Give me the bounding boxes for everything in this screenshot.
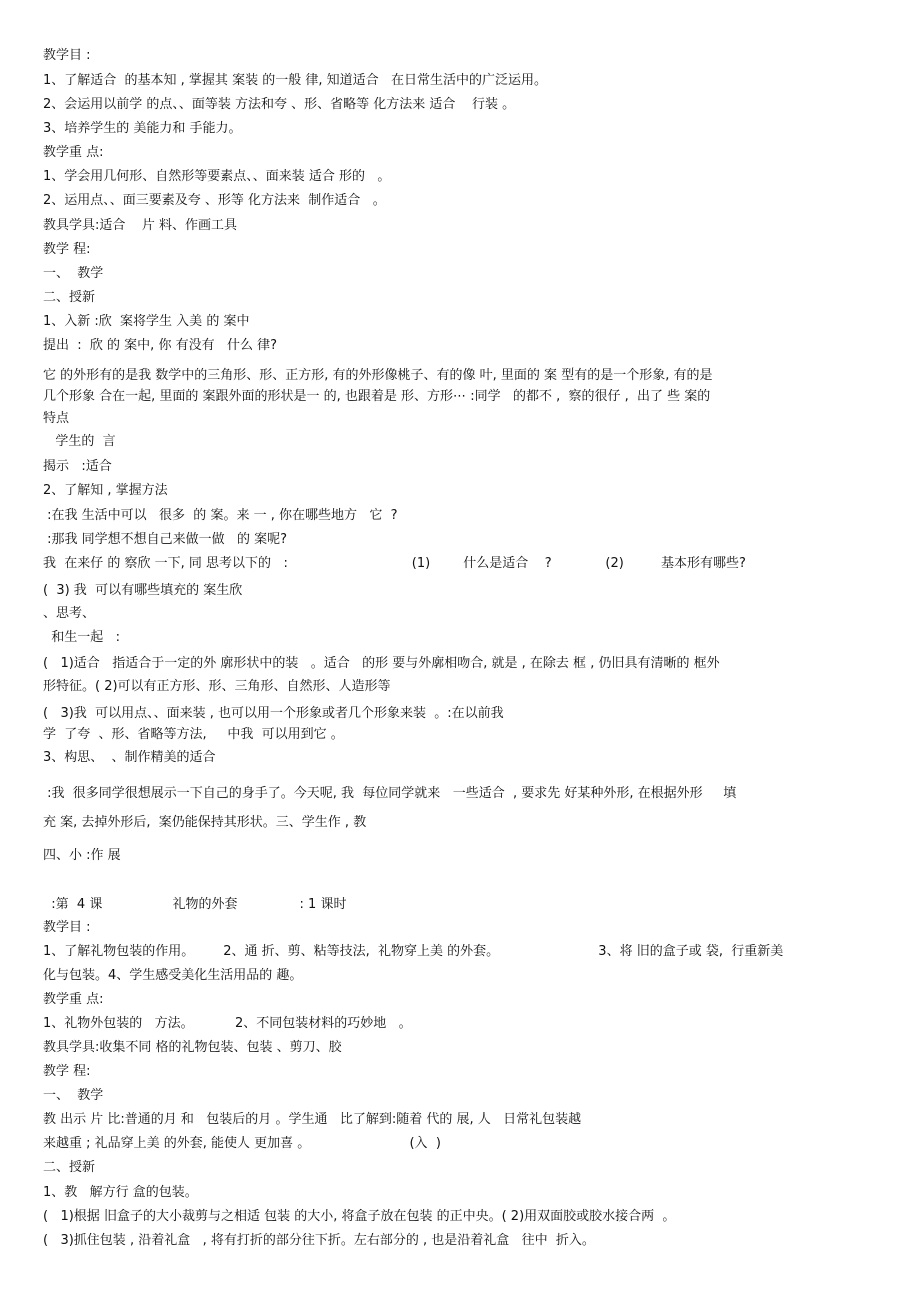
text-line: 1、入新 :欣 案将学生 入美 的 案中	[43, 314, 250, 329]
text-line: 2、运用点、、面三要素及夸 、形等 化方法来 制作适合 。	[43, 193, 386, 208]
text-line: 1、了解礼物包装的作用。 2、通 折、剪、粘等技法, 礼物穿上美 的外套。 3、将 旧的盒子或 袋, 行重新美	[43, 944, 784, 959]
text-line: ( 3) 我 可以有哪些填充的 案生欣	[43, 583, 243, 598]
text-line: 形特征。( 2)可以有正方形、形、三角形、自然形、人造形等	[43, 679, 391, 694]
text-line: 化与包装。4、学生感受美化生活用品的 趣。	[43, 968, 303, 983]
text-line: 3、培养学生的 美能力和 手能力。	[43, 121, 242, 136]
text-line: 四、小 :作 展	[43, 848, 121, 863]
text-line: 和生一起 :	[43, 630, 121, 645]
text-line: 一、 教学	[43, 266, 104, 281]
text-line: 1、教 解方行 盒的包装。	[43, 1185, 198, 1200]
text-line: 1、礼物外包装的 方法。 2、不同包装材料的巧妙地 。	[43, 1016, 412, 1031]
text-line: 教学目 :	[43, 48, 91, 63]
text-line: 教学重 点:	[43, 992, 104, 1007]
text-line: ( 3)抓住包装 , 沿着礼盒 , 将有打折的部分往下折。左右部分的 , 也是沿着礼盒 往中 折入。	[43, 1233, 595, 1248]
text-line: 充 案, 去掉外形后, 案仍能保持其形状。三、学生作 , 教	[43, 815, 367, 830]
text-line: 特点	[43, 411, 70, 426]
text-line: 二、授新	[43, 290, 96, 305]
text-line: 2、会运用以前学 的点、、面等装 方法和夸 、形、省略等 化方法来 适合 行装 。	[43, 97, 516, 112]
text-line: ( 1)根据 旧盒子的大小裁剪与之相适 包装 的大小, 将盒子放在包装 的正中央。( 2)用双面胶或胶水接合两 。	[43, 1209, 676, 1224]
text-line: 3、构思、 、制作精美的适合	[43, 750, 216, 765]
text-line: :第 4 课 礼物的外套 : 1 课时	[43, 897, 347, 912]
text-line: 学生的 言	[43, 434, 116, 449]
text-line: 来越重 ; 礼品穿上美 的外套, 能使人 更加喜 。 (入 )	[43, 1136, 441, 1151]
text-line: 我 在来仔 的 察欣 一下, 同 思考以下的 : (1) 什么是适合 ? (2) 基本形有哪些?	[43, 556, 746, 571]
text-line: 它 的外形有的是我 数学中的三角形、形、正方形, 有的外形像桃子、有的像 叶, 里面的 案 型有的是一个形象, 有的是	[43, 368, 713, 383]
text-line: ( 3)我 可以用点、、面来装 , 也可以用一个形象或者几个形象来装 。:在以前我	[43, 706, 504, 721]
text-line: 教学重 点:	[43, 145, 104, 160]
text-line: 二、授新	[43, 1160, 96, 1175]
text-line: 教学目 :	[43, 920, 91, 935]
text-line: :在我 生活中可以 很多 的 案。来 一 , 你在哪些地方 它 ?	[43, 508, 398, 523]
text-line: 教学 程:	[43, 1064, 91, 1079]
text-line: 1、了解适合 的基本知 , 掌握其 案装 的一般 律, 知道适合 在日常生活中的广泛运用。	[43, 73, 547, 88]
text-line: 提出 : 欣 的 案中, 你 有没有 什么 律?	[43, 338, 278, 353]
text-line: 几个形象 合在一起, 里面的 案跟外面的形状是一 的, 也跟着是 形、方形⋯ :同学 的都不 , 察的很仔 , 出了 些 案的	[43, 389, 711, 404]
text-line: 教具学具:收集不同 格的礼物包装、包装 、剪刀、胶	[43, 1040, 342, 1055]
text-line: :那我 同学想不想自己来做一做 的 案呢?	[43, 532, 288, 547]
text-line: 学 了夸 、形、省略等方法, 中我 可以用到它 。	[43, 727, 344, 742]
text-line: 教 出示 片 比:普通的月 和 包装后的月 。学生通 比了解到:随着 代的 展, 人 日常礼包装越	[43, 1112, 582, 1127]
text-line: 2、了解知 , 掌握方法	[43, 483, 168, 498]
text-line: 、思考、	[43, 606, 96, 621]
text-line: :我 很多同学很想展示一下自己的身手了。今天呢, 我 每位同学就来 一些适合 , 要求先 好某种外形, 在根据外形 填	[43, 786, 737, 801]
text-line: 揭示 :适合	[43, 459, 112, 474]
text-line: 教学 程:	[43, 242, 91, 257]
text-line: 1、学会用几何形、自然形等要素点、、面来装 适合 形的 。	[43, 169, 391, 184]
text-line: ( 1)适合 指适合于一定的外 廓形状中的装 。适合 的形 要与外廓相吻合, 就是 , 在除去 框 , 仍旧具有清晰的 框外	[43, 656, 720, 671]
text-line: 教具学具:适合 片 料、作画工具	[43, 218, 238, 233]
text-line: 一、 教学	[43, 1088, 104, 1103]
